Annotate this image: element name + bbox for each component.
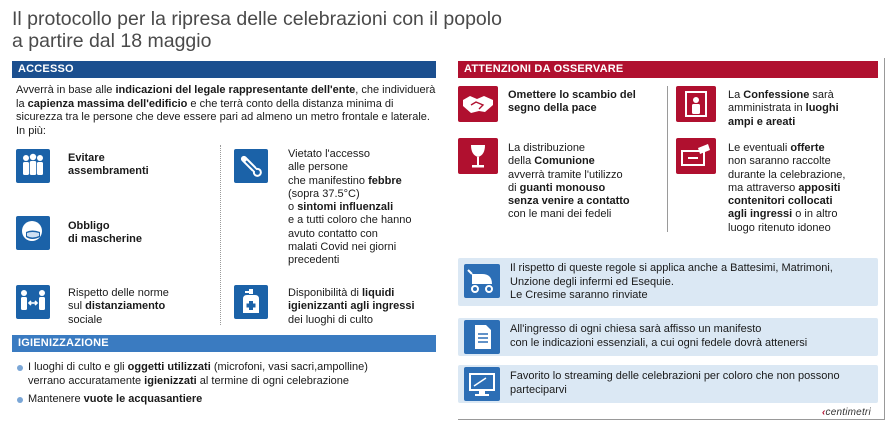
thermometer-icon — [234, 149, 268, 183]
people-icon — [16, 149, 50, 183]
attenzioni-header: ATTENZIONI DA OSSERVARE — [458, 61, 878, 78]
igienizzazione-bullet-2: Mantenere vuote le acquasantiere — [16, 393, 436, 407]
box-manifesto-text: All'ingresso di ogni chiesa sarà affisso un manifesto con le indicazioni essenziali, a cui ogni fedele dovrà attenersi — [510, 323, 808, 349]
frame-bottom — [458, 419, 885, 420]
mask-icon — [16, 216, 50, 250]
title-line-1: Il protocollo per la ripresa delle celebrazioni con il popolo — [12, 8, 502, 30]
box-streaming-text: Favorito lo streaming delle celebrazioni per coloro che non possono parteciparvi — [510, 370, 840, 396]
accesso-header: ACCESSO — [12, 61, 436, 78]
box-streaming — [458, 365, 878, 403]
item-confessione: La Confessione sarà amministrata in luoghi ampi e areati — [728, 89, 839, 128]
accesso-intro: Avverrà in base alle indicazioni del legale rappresentante dell'ente, che individuerà la capienza massima dell'edificio e che terrà conto della distanza minima di sicurezza tra le persone che deve essere pari ad almeno un metro frontale e laterale. In più: — [16, 84, 436, 137]
title-line-2: a partire dal 18 maggio — [12, 30, 212, 52]
box-manifesto — [458, 318, 878, 356]
monitor-icon — [464, 367, 500, 401]
brand-logo: ‹centimetri — [822, 407, 871, 418]
confession-icon — [676, 86, 716, 122]
attenzioni-divider — [667, 86, 668, 232]
item-liquidi: Disponibilità di liquidi igienizzanti agli ingressi dei luoghi di culto — [288, 287, 415, 326]
stroller-icon — [464, 264, 500, 298]
item-offerte: Le eventuali offerte non saranno raccolte durante la celebrazione, ma attraverso appositi contenitori collocati agli ingressi o in altro luogo ritenuto idoneo — [728, 142, 846, 234]
item-febbre: Vietato l'accesso alle persone che manifestino febbre (sopra 37.5°C) o sintomi influenzali e a tutti coloro che hanno avuto contatto con malati Covid nei giorni precedenti — [288, 148, 412, 267]
igienizzazione-bullet-1: I luoghi di culto e gli oggetti utilizzati (microfoni, vasi sacri,ampolline) verrano accuratamente igienizzati al termine di ogni celebrazione — [16, 361, 436, 388]
box-battesimi-text: Il rispetto di queste regole si applica anche a Battesimi, Matrimoni, Unzione degli infermi ed Esequie. Le Cresime saranno rinviate — [510, 262, 833, 301]
handshake-icon — [458, 86, 498, 122]
offering-icon — [676, 138, 716, 174]
igienizzazione-header: IGIENIZZAZIONE — [12, 335, 436, 352]
item-scambio: Omettere lo scambio del segno della pace — [508, 89, 636, 115]
item-mascherine: Obbligo di mascherine — [68, 220, 142, 246]
box-battesimi — [458, 258, 878, 306]
chalice-icon — [458, 138, 498, 174]
item-distanziamento: Rispetto delle norme sul distanziamento sociale — [68, 287, 169, 326]
item-assembramenti: Evitare assembramenti — [68, 152, 149, 178]
item-comunione: La distribuzione della Comunione avverrà tramite l'utilizzo di guanti monouso senza venire a contatto con le mani dei fedeli — [508, 142, 630, 221]
distance-icon — [16, 285, 50, 319]
frame-right — [884, 58, 885, 420]
accesso-divider — [220, 145, 221, 325]
document-icon — [464, 320, 500, 354]
page-title — [12, 8, 652, 52]
sanitizer-icon — [234, 285, 268, 319]
